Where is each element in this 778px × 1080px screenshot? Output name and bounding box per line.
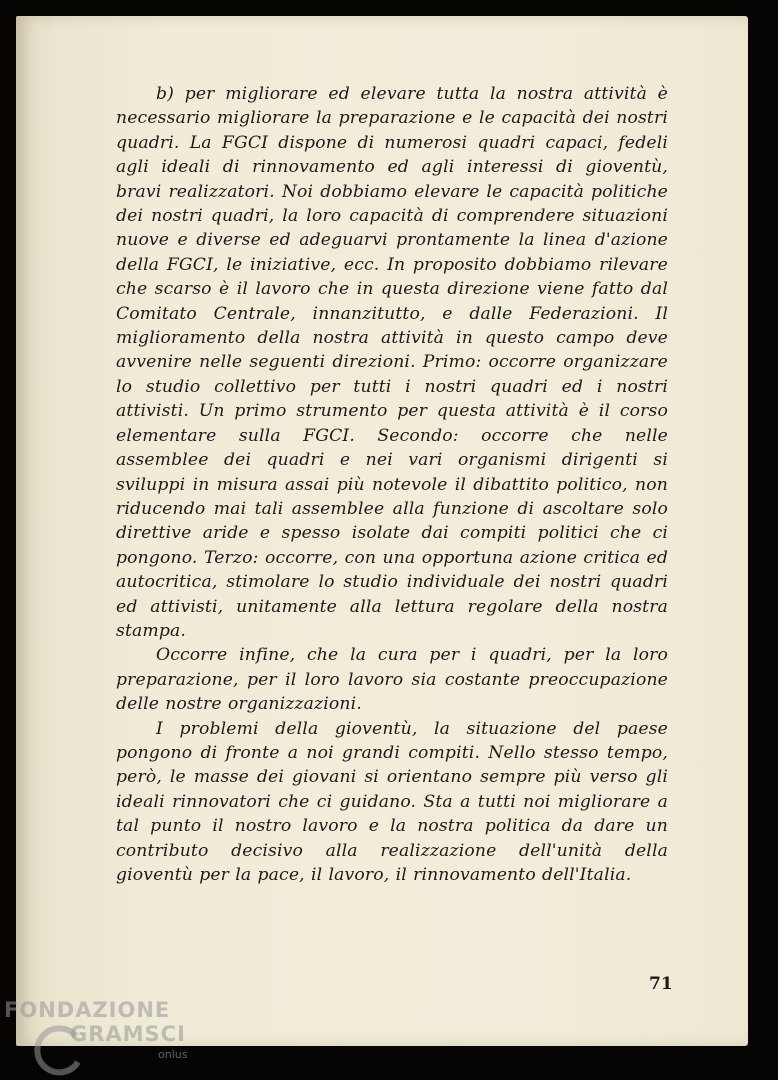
watermark-line1: FONDAZIONE xyxy=(4,998,171,1022)
paragraph-infine: Occorre infine, che la cura per i quadri, per la loro preparazione, per il loro lavoro sia costante preoccupazione delle nostre organizzazioni. xyxy=(116,645,668,715)
paragraph-problemi: I problemi della gioventù, la situazione del paese pongono di fronte a noi grandi compiti. Nello stesso tempo, però, le masse dei giovani si orientano sempre più verso gli ideali rinnovatori che ci guidano. Sta a tutti noi migliorare a tal punto il nostro lavoro e la nostra politica da dare un contributo decisivo alla realizzazione dell'unità della gioventù per la pace, il lavoro, il rinnovamento dell'Italia. xyxy=(116,718,668,885)
book-page xyxy=(16,16,748,1046)
paragraph-quadri: b) per migliorare ed elevare tutta la nostra attività è necessario migliorare la preparazione e le capacità dei nostri quadri. La FGCI dispone di numerosi quadri capaci, fedeli agli ideali di rinnovamento ed agli interessi di gioventù, bravi realizzatori. Noi dobbiamo elevare le capacità politiche dei nostri quadri, la loro capacità di comprendere situazioni nuove e diverse ed adeguarvi prontamente la linea d'azione della FGCI, le iniziative, ecc. In proposito dobbiamo rilevare che scarso è il lavoro che in questa direzione viene fatto dal Comitato Centrale, innanzitutto, e dalle Federazioni. Il miglioramento della nostra attività in questo campo deve avvenire nelle seguenti direzioni. Primo: occorre organizzare lo studio collettivo per tutti i nostri quadri ed i nostri attivisti. Un primo strumento per questa attività è il corso elementare sulla FGCI. Secondo: occorre che nelle assemblee dei quadri e nei vari organismi dirigenti si sviluppi in misura assai più notevole il dibattito politico, non riducendo mai tali assemblee alla funzione di ascoltare solo direttive aride e spesso isolate dai compiti politici che ci pongono. Terzo: occorre, con una opportuna azione critica ed autocritica, stimolare lo studio individuale dei nostri quadri ed attivisti, unitamente alla lettura regolare della nostra stampa. xyxy=(116,84,668,641)
watermark-onlus: onlus xyxy=(158,1048,188,1061)
page-number: 71 xyxy=(649,974,673,994)
body-text xyxy=(116,82,668,887)
watermark-line2: GRAMSCI xyxy=(70,1022,186,1046)
